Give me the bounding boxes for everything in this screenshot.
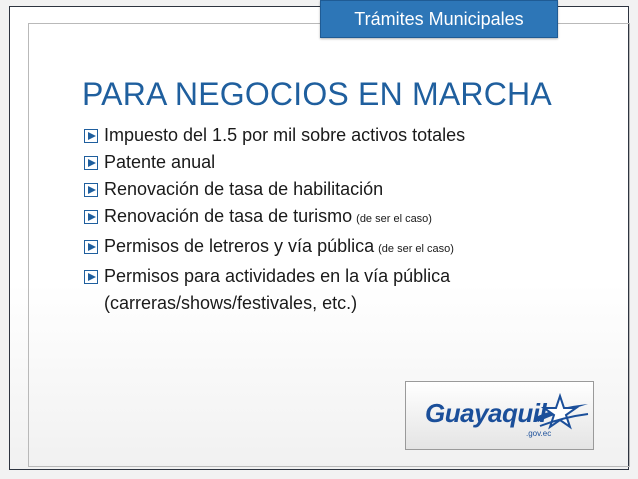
bullet-text: Permisos para actividades en la vía pública (carreras/shows/festivales, etc.) <box>104 266 451 313</box>
bullet-text: Patente anual <box>104 152 216 172</box>
bullet-text: Permisos de letreros y vía pública <box>104 236 375 256</box>
bullet-item <box>84 203 554 233</box>
bullet-marker-icon <box>84 129 100 143</box>
guayaquil-logo <box>405 381 594 450</box>
logo-wordmark: Guayaquil <box>425 398 547 428</box>
bullet-marker-icon <box>84 270 100 284</box>
bullet-list <box>84 122 554 317</box>
bullet-marker-icon <box>84 183 100 197</box>
bullet-marker-icon <box>84 210 100 224</box>
bullet-text: Impuesto del 1.5 por mil sobre activos totales <box>104 125 466 145</box>
star-swoosh-icon <box>530 390 590 436</box>
bullet-item <box>84 122 554 149</box>
bullet-text: Renovación de tasa de habilitación <box>104 179 384 199</box>
logo-domain: .gov.ec <box>526 429 552 438</box>
header-tab-label: Trámites Municipales <box>354 9 524 29</box>
bullet-marker-icon <box>84 156 100 170</box>
bullet-item <box>84 233 554 263</box>
bullet-note: (de ser el caso) <box>378 243 454 255</box>
bullet-item <box>84 176 554 203</box>
bullet-text: Renovación de tasa de turismo <box>104 206 353 226</box>
slide-title: PARA NEGOCIOS EN MARCHA <box>82 76 552 112</box>
bullet-item <box>84 263 554 317</box>
bullet-marker-icon <box>84 240 100 254</box>
bullet-item <box>84 149 554 176</box>
bullet-note: (de ser el caso) <box>356 213 432 225</box>
header-tab <box>320 0 558 38</box>
